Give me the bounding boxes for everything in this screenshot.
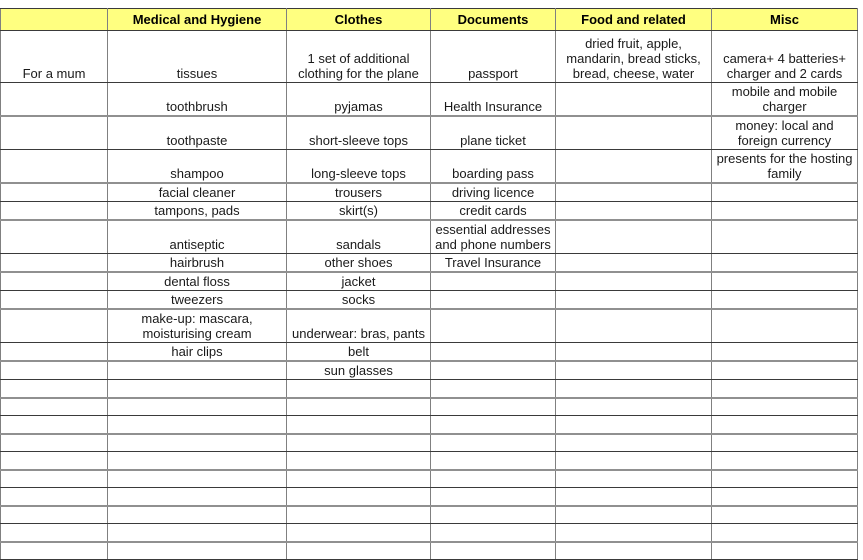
cell-label-r13[interactable] (1, 380, 108, 398)
cell-documents-r16[interactable] (431, 434, 556, 452)
cell-medical-r10[interactable]: make-up: mascara, moisturising cream (108, 309, 287, 343)
cell-misc-r19[interactable] (712, 488, 858, 506)
cell-clothes-r14[interactable] (287, 398, 431, 416)
cell-clothes-r12[interactable]: sun glasses (287, 361, 431, 380)
cell-medical-r18[interactable] (108, 470, 287, 488)
table-row[interactable] (1, 83, 858, 117)
cell-clothes-r9[interactable]: socks (287, 291, 431, 310)
column-header-food[interactable]: Food and related (556, 9, 712, 31)
cell-food-r4[interactable] (556, 183, 712, 202)
cell-misc-r14[interactable] (712, 398, 858, 416)
cell-misc-r21[interactable] (712, 524, 858, 542)
cell-food-r8[interactable] (556, 272, 712, 291)
table-header (1, 9, 858, 31)
cell-documents-r10[interactable] (431, 309, 556, 343)
packing-list-table[interactable] (0, 8, 858, 560)
cell-clothes-r20[interactable] (287, 506, 431, 524)
cell-clothes-r2[interactable]: short-sleeve tops (287, 116, 431, 150)
cell-label-r20[interactable] (1, 506, 108, 524)
cell-documents-r15[interactable] (431, 416, 556, 434)
cell-medical-r1[interactable]: toothbrush (108, 83, 287, 117)
cell-medical-r22[interactable] (108, 542, 287, 560)
cell-food-r12[interactable] (556, 361, 712, 380)
cell-misc-r4[interactable] (712, 183, 858, 202)
cell-food-r10[interactable] (556, 309, 712, 343)
cell-food-r9[interactable] (556, 291, 712, 310)
table-row[interactable] (1, 434, 858, 452)
table-row[interactable] (1, 361, 858, 380)
cell-medical-r9[interactable]: tweezers (108, 291, 287, 310)
cell-food-r2[interactable] (556, 116, 712, 150)
cell-food-r20[interactable] (556, 506, 712, 524)
cell-documents-r6[interactable]: essential addresses and phone numbers (431, 220, 556, 254)
cell-misc-r5[interactable] (712, 202, 858, 221)
cell-clothes-r4[interactable]: trousers (287, 183, 431, 202)
column-header-misc[interactable]: Misc (712, 9, 858, 31)
cell-label-r10[interactable] (1, 309, 108, 343)
cell-clothes-r13[interactable] (287, 380, 431, 398)
cell-label-r18[interactable] (1, 470, 108, 488)
cell-misc-r12[interactable] (712, 361, 858, 380)
cell-label-r2[interactable] (1, 116, 108, 150)
cell-food-r6[interactable] (556, 220, 712, 254)
cell-medical-r6[interactable]: antiseptic (108, 220, 287, 254)
cell-documents-r20[interactable] (431, 506, 556, 524)
cell-documents-r18[interactable] (431, 470, 556, 488)
cell-misc-r6[interactable] (712, 220, 858, 254)
cell-medical-r15[interactable] (108, 416, 287, 434)
cell-medical-r16[interactable] (108, 434, 287, 452)
table-row[interactable] (1, 470, 858, 488)
cell-label-r11[interactable] (1, 343, 108, 362)
cell-documents-r5[interactable]: credit cards (431, 202, 556, 221)
cell-clothes-r11[interactable]: belt (287, 343, 431, 362)
cell-label-r6[interactable] (1, 220, 108, 254)
cell-medical-r5[interactable]: tampons, pads (108, 202, 287, 221)
table-row[interactable] (1, 506, 858, 524)
table-row[interactable] (1, 488, 858, 506)
cell-documents-r17[interactable] (431, 452, 556, 470)
cell-misc-r11[interactable] (712, 343, 858, 362)
table-row[interactable] (1, 150, 858, 184)
cell-label-r17[interactable] (1, 452, 108, 470)
cell-food-r22[interactable] (556, 542, 712, 560)
cell-documents-r8[interactable] (431, 272, 556, 291)
cell-documents-r14[interactable] (431, 398, 556, 416)
cell-documents-r9[interactable] (431, 291, 556, 310)
cell-label-r0[interactable]: For a mum (1, 31, 108, 83)
cell-clothes-r21[interactable] (287, 524, 431, 542)
cell-label-r16[interactable] (1, 434, 108, 452)
cell-medical-r8[interactable]: dental floss (108, 272, 287, 291)
table-row[interactable] (1, 183, 858, 202)
cell-misc-r20[interactable] (712, 506, 858, 524)
cell-food-r14[interactable] (556, 398, 712, 416)
cell-label-r15[interactable] (1, 416, 108, 434)
cell-food-r21[interactable] (556, 524, 712, 542)
table-row[interactable] (1, 452, 858, 470)
cell-misc-r15[interactable] (712, 416, 858, 434)
cell-food-r15[interactable] (556, 416, 712, 434)
cell-misc-r10[interactable] (712, 309, 858, 343)
cell-clothes-r1[interactable]: pyjamas (287, 83, 431, 117)
table-row[interactable] (1, 220, 858, 254)
cell-documents-r0[interactable]: passport (431, 31, 556, 83)
cell-food-r16[interactable] (556, 434, 712, 452)
cell-medical-r0[interactable]: tissues (108, 31, 287, 83)
cell-food-r19[interactable] (556, 488, 712, 506)
cell-documents-r13[interactable] (431, 380, 556, 398)
cell-misc-r3[interactable]: presents for the hosting family (712, 150, 858, 184)
cell-label-r21[interactable] (1, 524, 108, 542)
cell-food-r17[interactable] (556, 452, 712, 470)
header-row (1, 9, 858, 31)
cell-documents-r12[interactable] (431, 361, 556, 380)
cell-misc-r0[interactable]: camera+ 4 batteries+ charger and 2 cards (712, 31, 858, 83)
table-row[interactable] (1, 291, 858, 310)
cell-documents-r3[interactable]: boarding pass (431, 150, 556, 184)
table-row[interactable] (1, 116, 858, 150)
cell-misc-r18[interactable] (712, 470, 858, 488)
cell-medical-r17[interactable] (108, 452, 287, 470)
cell-misc-r7[interactable] (712, 254, 858, 273)
table-row[interactable] (1, 380, 858, 398)
cell-label-r1[interactable] (1, 83, 108, 117)
cell-misc-r9[interactable] (712, 291, 858, 310)
column-header-medical[interactable]: Medical and Hygiene (108, 9, 287, 31)
table-row[interactable] (1, 524, 858, 542)
cell-misc-r2[interactable]: money: local and foreign currency (712, 116, 858, 150)
cell-food-r0[interactable]: dried fruit, apple, mandarin, bread sticks, bread, cheese, water (556, 31, 712, 83)
cell-documents-r2[interactable]: plane ticket (431, 116, 556, 150)
cell-clothes-r16[interactable] (287, 434, 431, 452)
cell-food-r1[interactable] (556, 83, 712, 117)
cell-clothes-r18[interactable] (287, 470, 431, 488)
table-row[interactable] (1, 31, 858, 83)
cell-food-r18[interactable] (556, 470, 712, 488)
cell-label-r5[interactable] (1, 202, 108, 221)
cell-medical-r21[interactable] (108, 524, 287, 542)
table-row[interactable] (1, 398, 858, 416)
cell-clothes-r15[interactable] (287, 416, 431, 434)
cell-medical-r4[interactable]: facial cleaner (108, 183, 287, 202)
cell-documents-r22[interactable] (431, 542, 556, 560)
cell-medical-r11[interactable]: hair clips (108, 343, 287, 362)
cell-misc-r22[interactable] (712, 542, 858, 560)
table-row[interactable] (1, 542, 858, 560)
cell-misc-r13[interactable] (712, 380, 858, 398)
cell-medical-r7[interactable]: hairbrush (108, 254, 287, 273)
cell-documents-r4[interactable]: driving licence (431, 183, 556, 202)
cell-label-r19[interactable] (1, 488, 108, 506)
cell-food-r3[interactable] (556, 150, 712, 184)
cell-clothes-r10[interactable]: underwear: bras, pants (287, 309, 431, 343)
cell-misc-r16[interactable] (712, 434, 858, 452)
cell-clothes-r17[interactable] (287, 452, 431, 470)
cell-documents-r1[interactable]: Health Insurance (431, 83, 556, 117)
cell-label-r7[interactable] (1, 254, 108, 273)
cell-label-r9[interactable] (1, 291, 108, 310)
cell-documents-r19[interactable] (431, 488, 556, 506)
cell-medical-r14[interactable] (108, 398, 287, 416)
cell-medical-r12[interactable] (108, 361, 287, 380)
table-row[interactable] (1, 309, 858, 343)
cell-food-r11[interactable] (556, 343, 712, 362)
cell-clothes-r6[interactable]: sandals (287, 220, 431, 254)
cell-label-r3[interactable] (1, 150, 108, 184)
cell-misc-r1[interactable]: mobile and mobile charger (712, 83, 858, 117)
cell-misc-r8[interactable] (712, 272, 858, 291)
cell-misc-r17[interactable] (712, 452, 858, 470)
cell-food-r5[interactable] (556, 202, 712, 221)
table-row[interactable] (1, 202, 858, 221)
table-body[interactable] (1, 31, 858, 560)
cell-clothes-r19[interactable] (287, 488, 431, 506)
cell-medical-r2[interactable]: toothpaste (108, 116, 287, 150)
cell-label-r8[interactable] (1, 272, 108, 291)
column-header-label[interactable] (1, 9, 108, 31)
cell-clothes-r3[interactable]: long-sleeve tops (287, 150, 431, 184)
column-header-clothes[interactable]: Clothes (287, 9, 431, 31)
cell-documents-r21[interactable] (431, 524, 556, 542)
cell-clothes-r7[interactable]: other shoes (287, 254, 431, 273)
cell-label-r22[interactable] (1, 542, 108, 560)
cell-label-r4[interactable] (1, 183, 108, 202)
cell-medical-r19[interactable] (108, 488, 287, 506)
cell-label-r14[interactable] (1, 398, 108, 416)
cell-food-r13[interactable] (556, 380, 712, 398)
cell-clothes-r0[interactable]: 1 set of additional clothing for the plane (287, 31, 431, 83)
cell-documents-r11[interactable] (431, 343, 556, 362)
column-header-documents[interactable]: Documents (431, 9, 556, 31)
table-row[interactable] (1, 416, 858, 434)
cell-clothes-r5[interactable]: skirt(s) (287, 202, 431, 221)
cell-clothes-r8[interactable]: jacket (287, 272, 431, 291)
cell-documents-r7[interactable]: Travel Insurance (431, 254, 556, 273)
table-row[interactable] (1, 272, 858, 291)
table-row[interactable] (1, 343, 858, 362)
cell-clothes-r22[interactable] (287, 542, 431, 560)
cell-medical-r20[interactable] (108, 506, 287, 524)
cell-medical-r3[interactable]: shampoo (108, 150, 287, 184)
cell-medical-r13[interactable] (108, 380, 287, 398)
table-row[interactable] (1, 254, 858, 273)
cell-food-r7[interactable] (556, 254, 712, 273)
cell-label-r12[interactable] (1, 361, 108, 380)
